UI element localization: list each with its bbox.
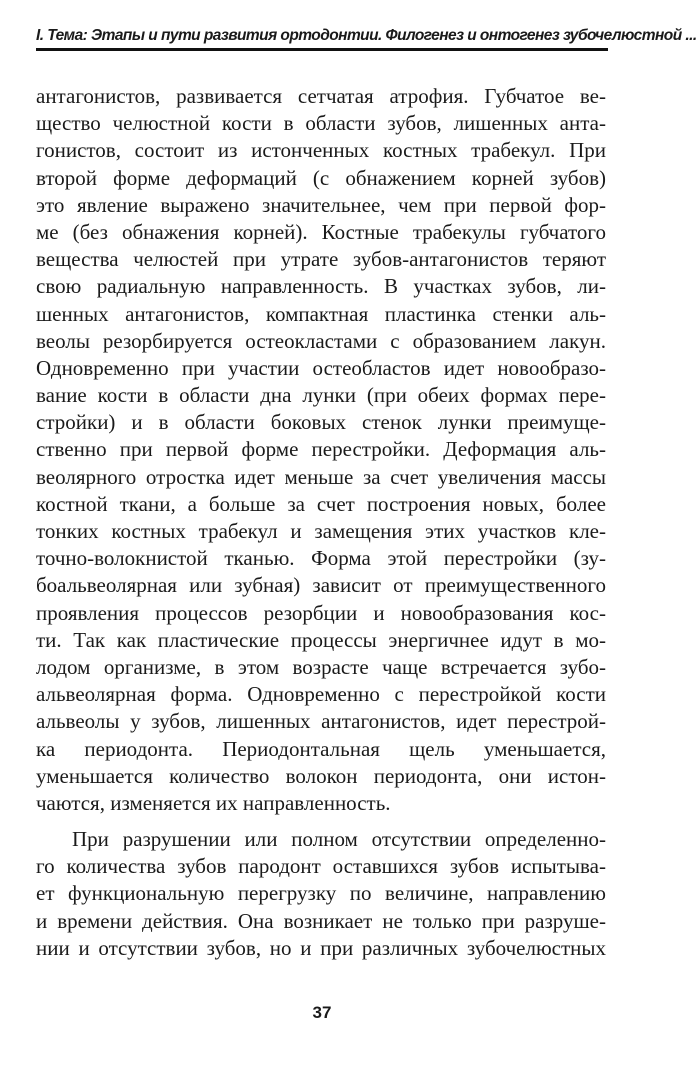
text-line: ти. Так как пластические процессы энергичнее идут в мо-: [36, 627, 606, 652]
text-line: проявления процессов резорбции и новообразования кос-: [36, 600, 606, 625]
text-line: ственно при первой форме перестройки. Деформация аль-: [36, 437, 606, 462]
running-header: I. Тема: Этапы и пути развития ортодонтии. Филогенез и онтогенез зубочелюстной ...: [36, 27, 697, 44]
body-text: [36, 83, 606, 962]
text-line: боальвеолярная или зубная) зависит от преимущественного: [36, 573, 606, 598]
text-line: гонистов, состоит из истонченных костных трабекул. При: [36, 138, 606, 163]
text-line: веолы резорбируется остеокластами с образованием лакун.: [36, 328, 606, 353]
text-line: щество челюстной кости в области зубов, лишенных анта-: [36, 111, 606, 136]
text-line: второй форме деформаций (с обнажением корней зубов): [36, 165, 606, 190]
header-rule: [36, 48, 608, 51]
text-line: антагонистов, развивается сетчатая атрофия. Губчатое ве-: [36, 84, 606, 108]
text-line: тонких костных трабекул и замещения этих участков кле-: [36, 519, 606, 543]
paragraph-2: [36, 826, 606, 962]
text-line: нии и отсутствии зубов, но и при различных зубочелюстных: [36, 935, 606, 960]
paragraph-1: [36, 83, 606, 817]
paragraph-gap: [36, 817, 606, 826]
text-line: При разрушении или полном отсутствии определенно-: [72, 827, 606, 852]
text-line: стройки) и в области боковых стенок лунки преимуще-: [36, 410, 606, 435]
text-line: веолярного отростка идет меньше за счет увеличения массы: [36, 464, 606, 489]
text-line: альвеолярная форма. Одновременно с перестройкой кости: [36, 682, 606, 707]
text-line: точно-волокнистой тканью. Форма этой перестройки (зу-: [36, 546, 606, 571]
text-line: шенных антагонистов, компактная пластинка стенки аль-: [36, 301, 606, 326]
text-line: вещества челюстей при утрате зубов-антагонистов теряют: [36, 247, 606, 272]
text-line: это явление выражено значительнее, чем при первой фор-: [36, 192, 606, 217]
text-line: вание кости в области дна лунки (при обеих формах пере-: [36, 383, 606, 408]
page-number: 37: [312, 1003, 332, 1022]
text-line: уменьшается количество волокон периодонта, они истон-: [36, 763, 606, 788]
text-line: ка периодонта. Периодонтальная щель уменьшается,: [36, 736, 606, 761]
text-line: альвеолы у зубов, лишенных антагонистов, идет перестрой-: [36, 709, 606, 734]
text-line: го количества зубов пародонт оставшихся зубов испытыва-: [36, 854, 606, 879]
text-line: костной ткани, а больше за счет построения новых, более: [36, 491, 606, 516]
text-line: лодом организме, в этом возрасте чаще встречается зубо-: [36, 654, 606, 679]
text-line: чаются, изменяется их направленность.: [36, 790, 391, 815]
text-line: Одновременно при участии остеобластов идет новообразо-: [36, 355, 606, 380]
text-line: свою радиальную направленность. В участках зубов, ли-: [36, 274, 606, 299]
text-line: и времени действия. Она возникает не только при разруше-: [36, 908, 606, 933]
text-line: ме (без обнажения корней). Костные трабекулы губчатого: [36, 219, 606, 244]
text-line: ет функциональную перегрузку по величине, направлению: [36, 881, 606, 906]
